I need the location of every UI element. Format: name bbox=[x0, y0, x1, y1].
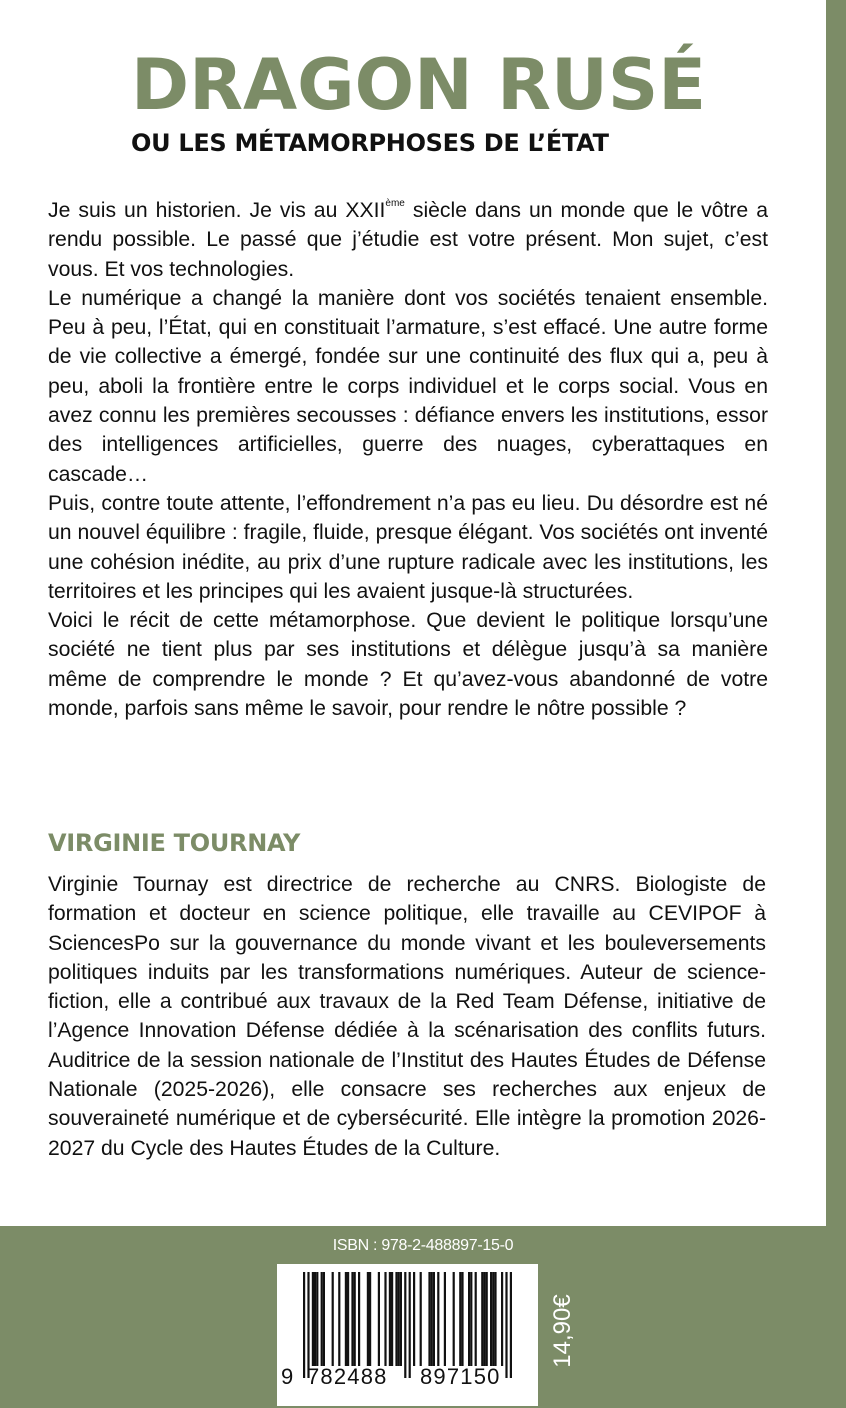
blurb-paragraph-3: Puis, contre toute attente, l’effondrement n’a pas eu lieu. Du désordre est né un nouvel équilibre : fragile, fluide, presque élégant. Vos sociétés ont inventé une cohésion inédite, au prix d’une rupture radicale avec les institutions, les territoires et les principes qui les avaient jusque-là structurées. bbox=[48, 491, 768, 603]
barcode-bar bbox=[420, 1272, 422, 1366]
blurb-paragraph-1 bbox=[48, 196, 768, 284]
barcode-bar bbox=[338, 1272, 340, 1366]
barcode-bar bbox=[501, 1272, 503, 1366]
author-bio-text: Virginie Tournay est directrice de recherche au CNRS. Biologiste de formation et docteur en science politique, elle travaille au CEVIPOF à SciencesPo sur la gouvernance du monde vivant et les bouleversements politiques induits par les transformations numériques. Auteur de science-fiction, elle a contribué aux travaux de la Red Team Défense, initiative de l’Agence Innovation Défense dédiée à la scénarisation des conflits futurs. Auditrice de la session nationale de l’Institut des Hautes Études de Défense Nationale (2025-2026), elle consacre ses recherches aux enjeux de souveraineté numérique et de cybersécurité. Elle intègre la promotion 2026-2027 du Cycle des Hautes Études de la Culture. bbox=[48, 873, 766, 1160]
blurb-paragraph-4: Voici le récit de cette métamorphose. Que devient le politique lorsqu’une société ne tient plus par ses institutions et délègue jusqu’à sa manière même de comprendre le monde ? Et qu’avez-vous abandonné de votre monde, parfois sans même le savoir, pour rendre le nôtre possible ? bbox=[48, 609, 768, 721]
barcode-bar bbox=[314, 1272, 316, 1366]
barcode-digits-right: 897150 bbox=[420, 1364, 501, 1389]
barcode-bar bbox=[369, 1272, 371, 1366]
book-title: DRAGON RUSÉ bbox=[131, 44, 707, 126]
barcode-bar bbox=[444, 1272, 446, 1366]
barcode-bar bbox=[481, 1272, 483, 1366]
author-bio bbox=[48, 870, 766, 1163]
barcode bbox=[277, 1264, 538, 1406]
barcode-digits bbox=[277, 1364, 538, 1394]
barcode-bar bbox=[351, 1272, 353, 1366]
barcode-bar bbox=[468, 1272, 470, 1366]
barcode-bar bbox=[470, 1272, 472, 1366]
barcode-bar bbox=[413, 1272, 415, 1366]
barcode-bar bbox=[312, 1272, 314, 1366]
barcode-bar bbox=[409, 1272, 411, 1378]
barcode-bar bbox=[505, 1272, 507, 1378]
barcode-bar bbox=[398, 1272, 400, 1366]
back-cover-blurb bbox=[48, 196, 768, 723]
barcode-bar bbox=[475, 1272, 477, 1366]
barcode-bar bbox=[459, 1272, 461, 1366]
barcode-bar bbox=[492, 1272, 494, 1366]
barcode-bar bbox=[404, 1272, 406, 1378]
barcode-bar bbox=[316, 1272, 318, 1366]
barcode-bar bbox=[321, 1272, 323, 1366]
barcode-bar bbox=[437, 1272, 439, 1366]
barcode-bar bbox=[347, 1272, 349, 1366]
blurb-p1-end: siècle dans un monde que le vôtre a rendu possible. Le passé que j’étudie est votre présent. Mon sujet, c’est vous. Et vos technologies. bbox=[48, 199, 768, 281]
barcode-bar bbox=[494, 1272, 496, 1366]
isbn-label: ISBN : 978-2-488897-15-0 bbox=[332, 1237, 514, 1254]
barcode-bar bbox=[384, 1272, 386, 1366]
barcode-bar bbox=[400, 1272, 402, 1366]
barcode-bar bbox=[431, 1272, 433, 1366]
footer-band bbox=[0, 1226, 846, 1408]
barcode-bar bbox=[461, 1272, 463, 1366]
barcode-bar bbox=[391, 1272, 393, 1366]
author-name: VIRGINIE TOURNAY bbox=[48, 829, 301, 857]
blurb-paragraph-2: Le numérique a changé la manière dont vos sociétés tenaient ensemble. Peu à peu, l’État, qui en constituait l’armature, s’est effacé. Une autre forme de vie collective a émergé, fondée sur une continuité des flux qui a, peu à peu, aboli la frontière entre le corps individuel et le corps social. Vous en avez connu les premières secousses : défiance envers les institutions, essor des intelligences artificielles, guerre des nuages, cyberattaques en cascade… bbox=[48, 286, 768, 486]
barcode-bar bbox=[358, 1272, 360, 1366]
barcode-bar bbox=[428, 1272, 430, 1366]
barcode-bar bbox=[345, 1272, 347, 1366]
barcode-digit-first: 9 bbox=[281, 1364, 294, 1389]
barcode-bar bbox=[332, 1272, 334, 1366]
book-subtitle: OU LES MÉTAMORPHOSES DE L’ÉTAT bbox=[131, 129, 609, 157]
barcode-bar bbox=[354, 1272, 356, 1366]
barcode-bar bbox=[378, 1272, 380, 1366]
blurb-p1-start: Je suis un historien. Je vis au XXII bbox=[48, 199, 386, 222]
barcode-bar bbox=[510, 1272, 512, 1378]
barcode-bar bbox=[395, 1272, 397, 1366]
barcode-bar bbox=[307, 1272, 309, 1378]
barcode-bar bbox=[367, 1272, 369, 1366]
barcode-bar bbox=[433, 1272, 435, 1366]
barcode-bar bbox=[389, 1272, 391, 1366]
barcode-digits-left: 782488 bbox=[307, 1364, 388, 1389]
barcode-bar bbox=[486, 1272, 488, 1366]
price-text: 14,90€ bbox=[549, 1294, 576, 1368]
barcode-bar bbox=[490, 1272, 492, 1366]
barcode-bar bbox=[453, 1272, 455, 1366]
price-label bbox=[548, 1276, 578, 1386]
barcode-bar bbox=[483, 1272, 485, 1366]
century-superscript: ème bbox=[385, 198, 405, 209]
barcode-bar bbox=[303, 1272, 305, 1378]
cover-edge-band bbox=[826, 0, 846, 1408]
barcode-bar bbox=[323, 1272, 325, 1366]
